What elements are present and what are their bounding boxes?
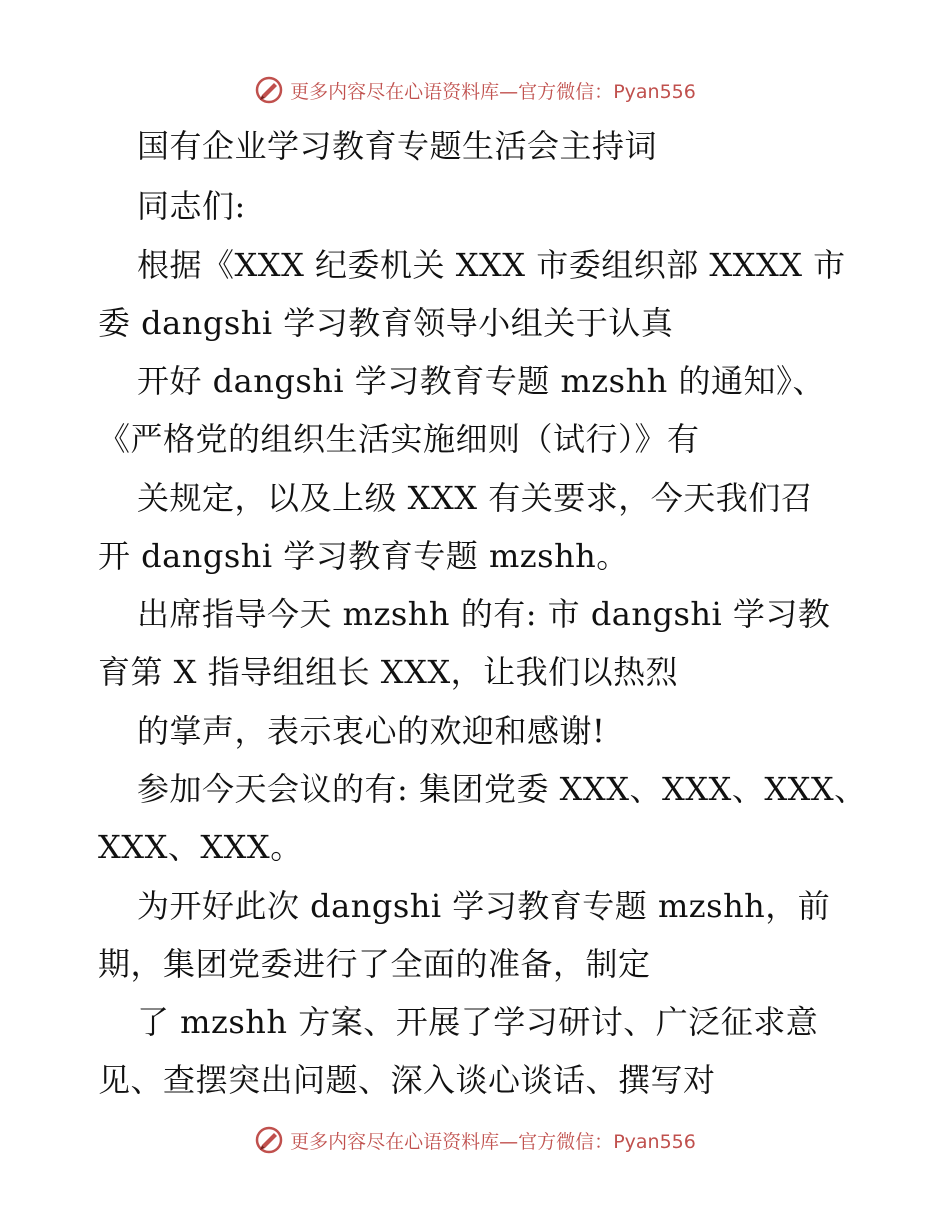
- watermark-wechat-id: Pyan556: [613, 1130, 696, 1153]
- pen-logo-icon: [254, 75, 284, 105]
- document-title: 国有企业学习教育专题生活会主持词: [137, 127, 658, 165]
- pen-logo-icon: [254, 1125, 284, 1155]
- paragraph-line: 开好 dangshi 学习教育专题 mzshh 的通知》、: [137, 362, 825, 400]
- paragraph-line: XXX、XXX。: [98, 828, 303, 866]
- salutation: 同志们:: [137, 187, 246, 225]
- watermark-slogan: 更多内容尽在心语资料库: [290, 1130, 500, 1153]
- paragraph-line: 育第 X 指导组组长 XXX，让我们以热烈: [98, 653, 679, 691]
- paragraph-line: 见、查摆突出问题、深入谈心谈话、撰写对: [98, 1061, 716, 1099]
- watermark-separator: —: [499, 1130, 519, 1153]
- paragraph-line: 委 dangshi 学习教育领导小组关于认真: [98, 304, 674, 342]
- paragraph-line: 期，集团党委进行了全面的准备，制定: [98, 945, 651, 983]
- watermark-separator: —: [499, 80, 519, 103]
- paragraph-line: 参加今天会议的有: 集团党委 XXX、XXX、XXX、: [137, 770, 867, 808]
- watermark-text: [290, 77, 696, 104]
- paragraph-line: 为开好此次 dangshi 学习教育专题 mzshh，前: [137, 887, 831, 925]
- header-watermark-banner: [0, 72, 950, 108]
- footer-watermark-banner: [0, 1122, 950, 1158]
- paragraph-line: 《严格党的组织生活实施细则（试行）》有: [98, 420, 700, 458]
- watermark-text: [290, 1127, 696, 1154]
- paragraph-line: 关规定，以及上级 XXX 有关要求，今天我们召: [137, 479, 814, 517]
- paragraph-line: 了 mzshh 方案、开展了学习研讨、广泛征求意: [137, 1003, 819, 1041]
- paragraph-line: 开 dangshi 学习教育专题 mzshh。: [98, 537, 629, 575]
- watermark-wechat-id: Pyan556: [613, 80, 696, 103]
- watermark-wechat-label: 官方微信：: [518, 1130, 614, 1153]
- watermark-wechat-label: 官方微信：: [518, 80, 614, 103]
- watermark-slogan: 更多内容尽在心语资料库: [290, 80, 500, 103]
- paragraph-line: 根据《XXX 纪委机关 XXX 市委组织部 XXXX 市: [137, 246, 846, 284]
- paragraph-line: 的掌声，表示衷心的欢迎和感谢!: [137, 712, 606, 750]
- paragraph-line: 出席指导今天 mzshh 的有: 市 dangshi 学习教: [137, 595, 831, 633]
